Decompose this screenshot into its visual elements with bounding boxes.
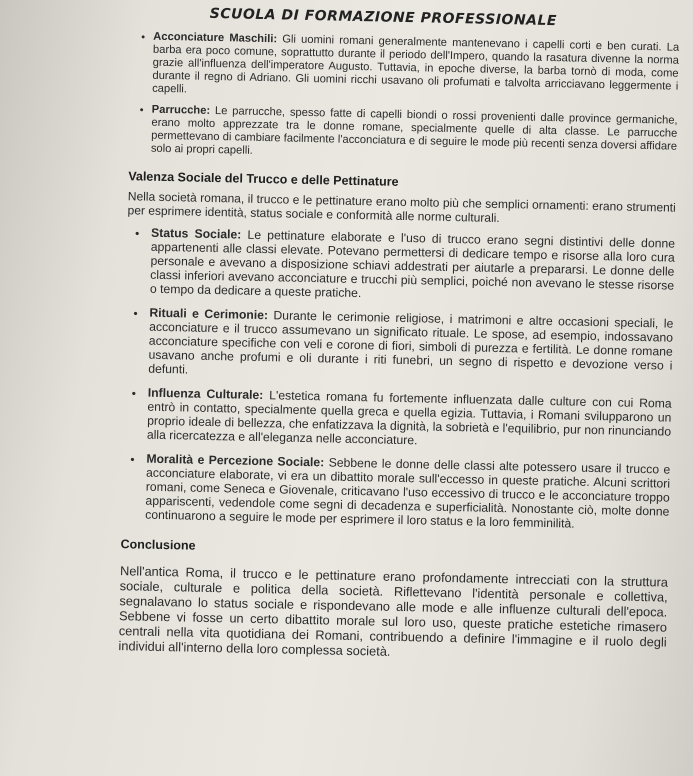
bullet-moralita — [130, 451, 671, 533]
school-header: SCUOLA DI FORMAZIONE PROFESSIONALE — [209, 5, 558, 30]
bullet-dot-icon: • — [130, 452, 135, 467]
paper-sheet — [106, 0, 680, 665]
bullet-rituali — [133, 305, 674, 387]
item-text: Le parrucche, spesso fatte di capelli biondi o rossi provenienti dalle province germaniche, erano molto apprezzate tra le donne romane, specialmente quelle di alta classe. Le parrucche permettevano di cambiare facilmente l'acconciatura e di seguire le mode più recenti senza doversi affidare solo ai propri capelli. — [150, 105, 678, 157]
bullet-text: Durante le cerimonie religiose, i matrimoni e altre occasioni speciali, le acconciature e il trucco assumevano un significato rituale. Le spose, ad esempio, indossavano acconciature specifiche con veli e corone di fiori, simboli di purezza e fertilità. Le donne romane usavano anche profumi e oli durante i riti funebri, un segno di rispetto e devozione verso i defunti. — [148, 308, 674, 377]
bullet-term: Influenza Culturale: — [147, 385, 264, 403]
list-item-men-hairstyles — [141, 30, 680, 107]
bullet-influenza — [131, 385, 672, 453]
bullet-term: Moralità e Percezione Sociale: — [146, 451, 325, 470]
section-title: Valenza Sociale del Trucco e delle Pettinature — [128, 169, 399, 189]
bullet-dot-icon: • — [134, 226, 140, 241]
bullet-dot-icon: • — [139, 104, 144, 117]
bullet-dot-icon: • — [141, 31, 146, 44]
section-intro: Nella società romana, il trucco e le pettinature erano molto più che semplici ornamenti: erano strumenti per esprimere identità, status sociale e conformità alle norme culturali. — [127, 189, 676, 225]
bullet-dot-icon: • — [133, 306, 138, 321]
bullet-status-sociale — [134, 225, 676, 307]
bullet-text: Le pettinature elaborate e l'uso di trucco erano segni distintivi delle donne appartenenti alle classi elevate. Potevano permettersi di dedicare tempo e risorse alla loro cura personale e avevano a disposizione schiavi addestrati per aiutarle a prepararsi. Le donne delle classi inferiori avevano acconciature e trucchi più semplici, poiché non avevano le stesse risorse o tempo da dedicare a queste pratiche. — [149, 227, 676, 301]
bullet-term: Status Sociale: — [150, 225, 242, 242]
bullet-term: Rituali e Cerimonie: — [149, 305, 269, 323]
conclusion-text: Nell'antica Roma, il trucco e le pettinature erano profondamente intrecciati con la struttura sociale, culturale e politica della società. Riflettevano l'identità personale e collettiva, segnalavano lo status sociale e rispondevano alle mode e alle influenze culturali dell'epoca. Sebbene vi fosse un certo dibattito morale sul loro uso, queste pratiche estetiche rimasero centrali nella vita quotidiana dei Romani, contribuendo a definire l'immagine e il ruolo degli individui all'interno della loro complessa società. — [118, 563, 669, 659]
item-term: Parrucche: — [151, 103, 211, 117]
item-text: Gli uomini romani generalmente mantenevano i capelli corti e ben curati. La barba era poco comune, soprattutto durante il periodo dell'Impero, quando la rasatura divenne la norma grazie all'influenza dell'imperatore Augusto. Tuttavia, in epoche diverse, la barba tornò di moda, come durante il regno di Adriano. Gli uomini ricchi usavano oli profumati e talvolta arricciavano leggermente i capelli. — [152, 33, 680, 96]
bullet-dot-icon: • — [131, 386, 137, 401]
conclusion-title: Conclusione — [120, 537, 196, 553]
item-term: Acconciature Maschili: — [153, 30, 278, 46]
bullet-text: L'estetica romana fu fortemente influenzata dalle culture con cui Roma entrò in contatto, specialmente quella greca e quella egizia. Tuttavia, i Romani svilupparono un proprio ideale di bellezza, che enfatizzava la dignità, la sobrietà e l'equilibrio, pur non rinunciando alla ricercatezza e all'eleganza nelle acconciature. — [146, 388, 672, 448]
bullet-text: Sebbene le donne delle classi alte potessero usare il trucco e acconciature elaborate, vi era un dibattito morale sull'eccesso in queste pratiche. Alcuni scrittori romani, come Seneca e Giovenale, criticavano l'uso eccessivo di trucco e le acconciature troppo appariscenti, vedendole come segni di decadenza e superficialità. Nonostante ciò, molte donne continuarono a seguire le mode per esprimere il loro status e la loro femminilità. — [145, 455, 671, 531]
list-item-wigs — [139, 103, 678, 167]
